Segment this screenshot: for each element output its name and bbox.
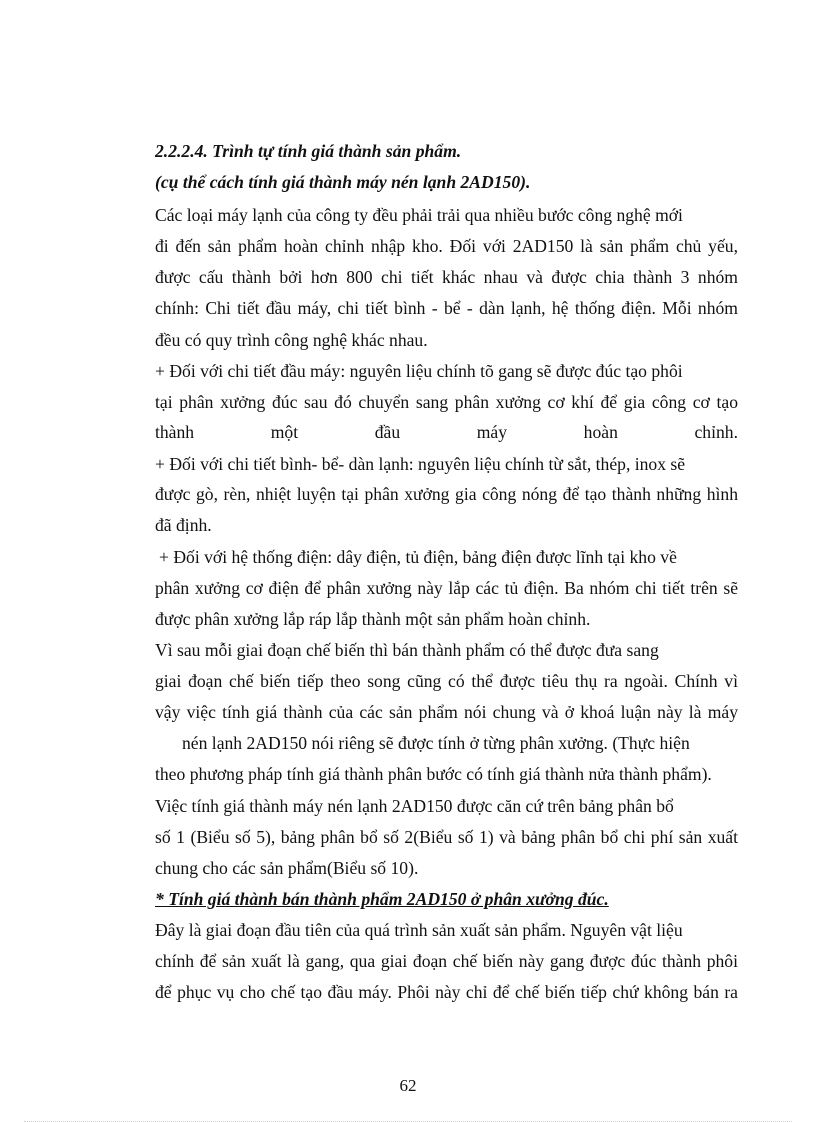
paragraph-line: vậy việc tính giá thành của các sản phẩm nói chung và ở khoá luận này là máy [155,702,738,722]
paragraph-line: chính: Chi tiết đầu máy, chi tiết bình - bể - dàn lạnh, hệ thống điện. Mỗi nhóm [155,298,738,318]
paragraph-line: theo phương pháp tính giá thành phân bước có tính giá thành nửa thành phẩm). [155,764,712,784]
paragraph-line: để phục vụ cho chế tạo đầu máy. Phôi này chỉ để chế biến tiếp chứ không bán ra [155,982,738,1002]
paragraph-line: đi đến sản phẩm hoàn chỉnh nhập kho. Đối với 2AD150 là sản phẩm chủ yếu, [155,236,738,256]
paragraph-line: được gò, rèn, nhiệt luyện tại phân xưởng gia công nóng để tạo thành những hình [155,484,738,504]
paragraph-line: số 1 (Biểu số 5), bảng phân bổ số 2(Biểu số 1) và bảng phân bổ chi phí sản xuất [155,827,738,847]
paragraph-line: + Đối với hệ thống điện: dây điện, tủ điện, bảng điện được lĩnh tại kho về [159,547,677,567]
paragraph-line: Việc tính giá thành máy nén lạnh 2AD150 được căn cứ trên bảng phân bổ [155,796,674,816]
paragraph-line: chung cho các sản phẩm(Biểu số 10). [155,858,419,878]
paragraph-line: nén lạnh 2AD150 nói riêng sẽ được tính ở từng phân xưởng. (Thực hiện [182,733,690,753]
paragraph-line: đã định. [155,515,212,535]
paragraph-line: được phân xưởng lắp ráp lắp thành một sản phẩm hoàn chỉnh. [155,609,591,629]
paragraph-line: thành một đầu máy hoàn chỉnh. [155,422,738,442]
paragraph-line: phân xưởng cơ điện để phân xưởng này lắp các tủ điện. Ba nhóm chi tiết trên sẽ [155,578,738,598]
paragraph-line: tại phân xưởng đúc sau đó chuyển sang phân xưởng cơ khí để gia công cơ tạo [155,392,738,412]
paragraph-line: giai đoạn chế biến tiếp theo song cũng có thể được tiêu thụ ra ngoài. Chính vì [155,671,738,691]
page-bottom-divider [24,1121,792,1122]
paragraph-line: chính để sản xuất là gang, qua giai đoạn chế biến này gang được đúc thành phôi [155,951,738,971]
section-subheading: (cụ thể cách tính giá thành máy nén lạnh 2AD150). [155,172,531,192]
paragraph-line: Các loại máy lạnh của công ty đều phải trải qua nhiều bước công nghệ mới [155,205,683,225]
paragraph-line: đều có quy trình công nghệ khác nhau. [155,330,428,350]
subsection-heading: * Tính giá thành bán thành phẩm 2AD150 ở phân xưởng đúc. [155,889,609,909]
paragraph-line: + Đối với chi tiết bình- bể- dàn lạnh: nguyên liệu chính từ sắt, thép, inox sẽ [155,454,686,474]
paragraph-line: Đây là giai đoạn đầu tiên của quá trình sản xuất sản phẩm. Nguyên vật liệu [155,920,683,940]
paragraph-line: + Đối với chi tiết đầu máy: nguyên liệu chính tõ gang sẽ được đúc tạo phôi [155,361,683,381]
page-number: 62 [399,1076,417,1095]
section-heading: 2.2.2.4. Trình tự tính giá thành sản phẩm. [155,141,462,161]
paragraph-line: được cấu thành bởi hơn 800 chi tiết khác nhau và được chia thành 3 nhóm [155,267,738,287]
paragraph-line: Vì sau mỗi giai đoạn chế biến thì bán thành phẩm có thể được đưa sang [155,640,659,660]
